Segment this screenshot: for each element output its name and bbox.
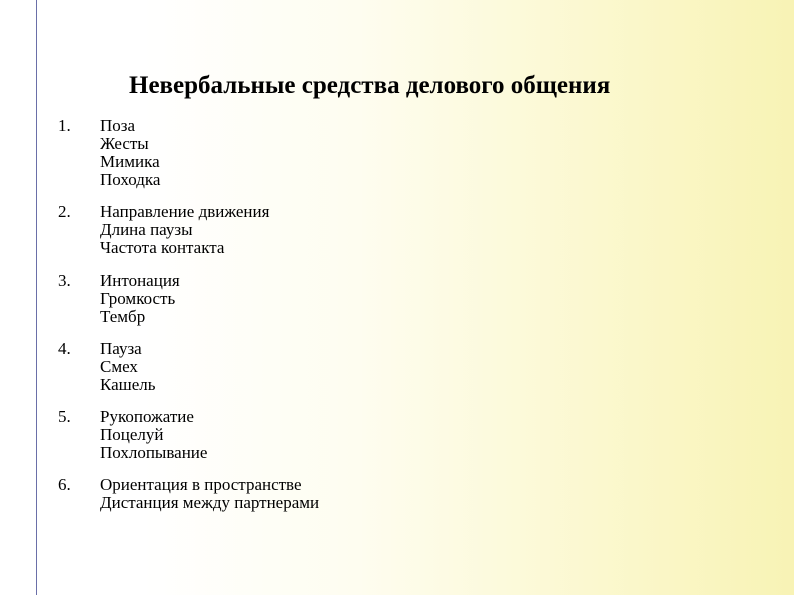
list-item-number: 5.: [58, 407, 71, 426]
list-item-line: Кашель: [100, 375, 156, 394]
list-item-line: Мимика: [100, 152, 160, 171]
slide-title: Невербальные средства делового общения: [129, 72, 611, 99]
list-item-line: Пауза: [100, 339, 142, 358]
list-item-lines: [100, 476, 319, 512]
list-item-number: 6.: [58, 475, 71, 494]
list-item-line: Частота контакта: [100, 238, 225, 257]
slide-left-border: [36, 0, 37, 595]
list-item-lines: [100, 117, 160, 189]
list-item-number: 2.: [58, 202, 71, 221]
list-item-line: Тембр: [100, 307, 146, 326]
list-item-line: Смех: [100, 357, 138, 376]
list-item-lines: [100, 340, 156, 394]
list-item-lines: [100, 203, 269, 257]
list-item-number: 4.: [58, 339, 71, 358]
list-item-line: Дистанция между партнерами: [100, 493, 320, 512]
list-item-line: Рукопожатие: [100, 407, 194, 426]
list-item-number: 3.: [58, 271, 71, 290]
list-item-line: Длина паузы: [100, 220, 193, 239]
list-item-line: Жесты: [100, 134, 149, 153]
list-item-line: Направление движения: [100, 202, 270, 221]
list-item-line: Интонация: [100, 271, 180, 290]
list-item-line: Поцелуй: [100, 425, 164, 444]
list-item-number: 1.: [58, 116, 71, 135]
list-item-line: Похлопывание: [100, 443, 208, 462]
list-item-line: Громкость: [100, 289, 176, 308]
list-item-line: Поза: [100, 116, 136, 135]
list-item-lines: [100, 272, 180, 326]
list-item-line: Ориентация в пространстве: [100, 475, 302, 494]
list-item-line: Походка: [100, 170, 161, 189]
list-item-lines: [100, 408, 207, 462]
